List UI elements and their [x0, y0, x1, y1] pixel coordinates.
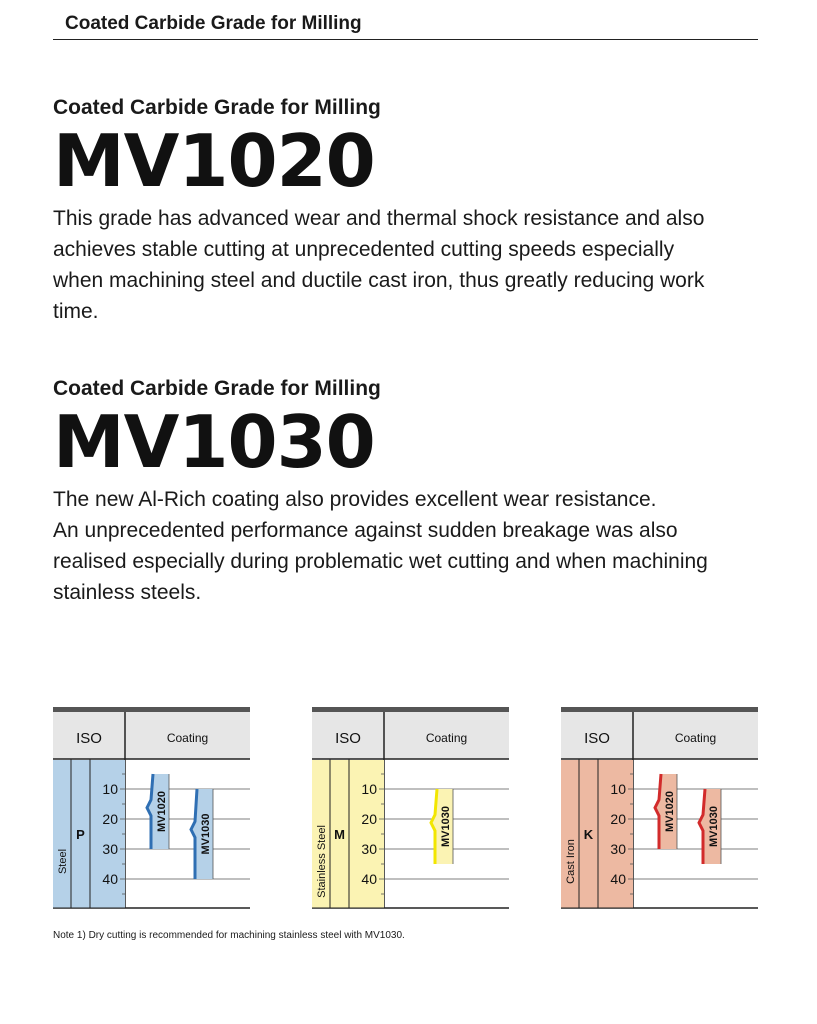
grade-bar-label: MV1020 [664, 791, 676, 832]
chart-header-iso: ISO [584, 730, 610, 747]
chart-tick-label: 30 [361, 841, 377, 857]
description-line: The new Al-Rich coating also provides excellent wear resistance. [53, 488, 657, 511]
chart-tick-label: 40 [102, 871, 118, 887]
grade-name: MV1020 [53, 119, 375, 203]
grade-name: MV1030 [53, 400, 375, 484]
grade-section-mv1030 [53, 376, 773, 608]
chart-svg [561, 707, 758, 912]
chart-tick-label: 10 [361, 781, 377, 797]
chart-top-band [312, 707, 509, 712]
running-header-title: Coated Carbide Grade for Milling [65, 13, 362, 34]
chart-header-coating: Coating [166, 731, 209, 745]
chart-iso-code: P [76, 827, 85, 842]
grade-bar-label: MV1030 [708, 806, 720, 847]
chart-header-iso: ISO [76, 730, 102, 747]
chart-svg [53, 707, 250, 912]
grade-description [53, 484, 773, 608]
description-line: realised especially during problematic wet cutting and when machining [53, 550, 708, 573]
chart-material-label: Stainless Steel [316, 825, 328, 898]
grade-section-mv1020 [53, 95, 773, 327]
grade-bar-label: MV1020 [156, 791, 168, 832]
chart-steel [53, 707, 253, 912]
chart-cast-iron [561, 707, 761, 912]
chart-tick-label: 10 [102, 781, 118, 797]
grade-subtitle: Coated Carbide Grade for Milling [53, 96, 381, 119]
grade-subtitle: Coated Carbide Grade for Milling [53, 377, 381, 400]
chart-tick-label: 30 [610, 841, 626, 857]
grade-bar-label: MV1030 [440, 806, 452, 847]
grade-bar-label: MV1030 [200, 813, 212, 855]
chart-header-iso: ISO [335, 730, 361, 747]
chart-top-band [53, 707, 250, 712]
description-line: stainless steels. [53, 581, 202, 604]
chart-top-band [561, 707, 758, 712]
chart-iso-code: M [334, 827, 345, 842]
chart-tick-label: 40 [610, 871, 626, 887]
description-line: achieves stable cutting at unprecedented cutting speeds especially [53, 238, 675, 261]
chart-tick-label: 40 [361, 871, 377, 887]
description-line: when machining steel and ductile cast iron, thus greatly reducing work [53, 269, 705, 292]
chart-iso-code: K [583, 827, 594, 842]
chart-tick-label: 20 [610, 811, 626, 827]
description-line: This grade has advanced wear and thermal shock resistance and also [53, 207, 705, 230]
chart-material-label: Steel [57, 848, 69, 875]
chart-header-coating: Coating [425, 731, 468, 745]
running-header [53, 10, 758, 40]
chart-tick-label: 20 [102, 811, 118, 827]
description-line: An unprecedented performance against sudden breakage was also [53, 519, 678, 542]
chart-tick-label: 20 [361, 811, 377, 827]
description-line: time. [53, 300, 99, 323]
footnote: Note 1) Dry cutting is recommended for machining stainless steel with MV1030. [53, 930, 405, 941]
chart-tick-label: 30 [102, 841, 118, 857]
chart-stainless-steel [312, 707, 512, 912]
chart-tick-label: 10 [610, 781, 626, 797]
chart-svg [312, 707, 509, 912]
chart-material-label: Cast Iron [565, 839, 577, 884]
chart-header-coating: Coating [674, 731, 717, 745]
grade-description [53, 203, 773, 327]
